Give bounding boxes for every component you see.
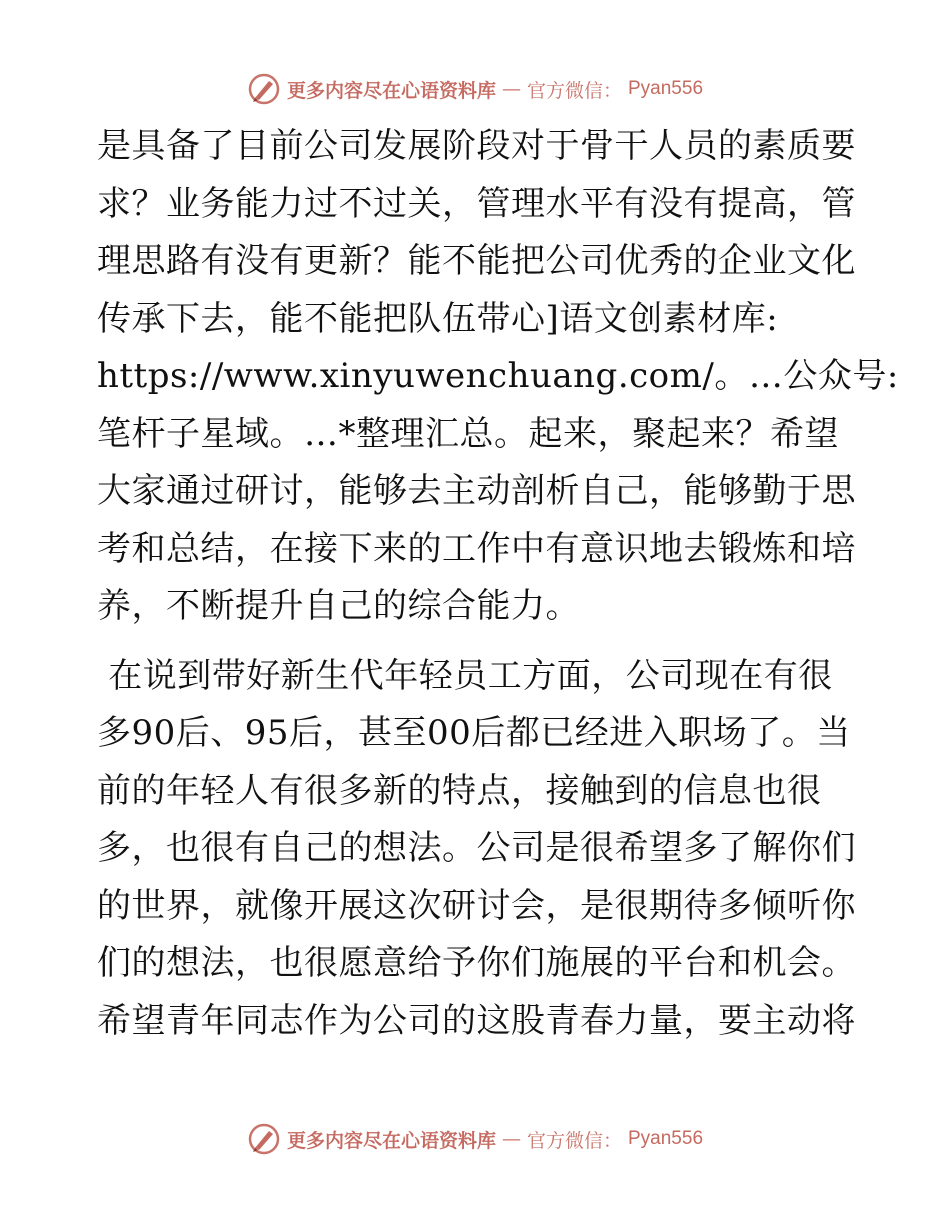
text-line: 传承下去，能不能把队伍带心]语文创素材库:	[97, 298, 779, 339]
footer-banner	[0, 1122, 950, 1156]
paragraph-1	[97, 118, 899, 636]
text-line: 们的想法，也很愿意给予你们施展的平台和机会。	[97, 943, 856, 983]
text-line: 的世界，就像开展这次研讨会，是很期待多倾听你	[97, 885, 856, 926]
text-line: https://www.xinyuwenchuang.com/。…公众号:	[97, 356, 899, 396]
document-body	[97, 118, 899, 1050]
header-site-text: 更多内容尽在心语资料库	[286, 79, 496, 102]
pen-logo-icon	[247, 72, 281, 106]
header-banner	[0, 72, 950, 106]
footer-site-text: 更多内容尽在心语资料库	[286, 1129, 496, 1152]
text-line: 大家通过研讨，能够去主动剖析自己，能够勤于思	[97, 471, 856, 511]
text-line: 在说到带好新生代年轻员工方面，公司现在有很	[97, 655, 833, 696]
text-line: 养，不断提升自己的综合能力。	[97, 586, 580, 626]
text-line: 多，也很有自己的想法。公司是很希望多了解你们	[97, 828, 856, 868]
header-wechat-id: Pyan556	[628, 78, 704, 99]
header-wechat-label: 官方微信：	[526, 79, 622, 102]
footer-wechat-id: Pyan556	[628, 1128, 704, 1149]
text-line: 理思路有没有更新？能不能把公司优秀的企业文化	[97, 241, 856, 281]
header-dash: —	[501, 78, 521, 100]
text-line: 是具备了目前公司发展阶段对于骨干人员的素质要	[97, 126, 856, 166]
footer-dash: —	[501, 1128, 521, 1150]
pen-logo-icon	[247, 1122, 281, 1156]
paragraph-2	[97, 648, 857, 1051]
footer-wechat-label: 官方微信：	[526, 1129, 622, 1152]
text-line: 希望青年同志作为公司的这股青春力量，要主动将	[97, 1000, 856, 1041]
text-line: 多90后、95后，甚至00后都已经进入职场了。当	[97, 713, 851, 753]
text-line: 笔杆子星域。…*整理汇总。起来，聚起来？希望	[97, 413, 839, 454]
text-line: 求？业务能力过不过关，管理水平有没有提高，管	[97, 183, 856, 224]
text-line: 前的年轻人有很多新的特点，接触到的信息也很	[97, 770, 822, 811]
text-line: 考和总结，在接下来的工作中有意识地去锻炼和培	[97, 528, 856, 569]
